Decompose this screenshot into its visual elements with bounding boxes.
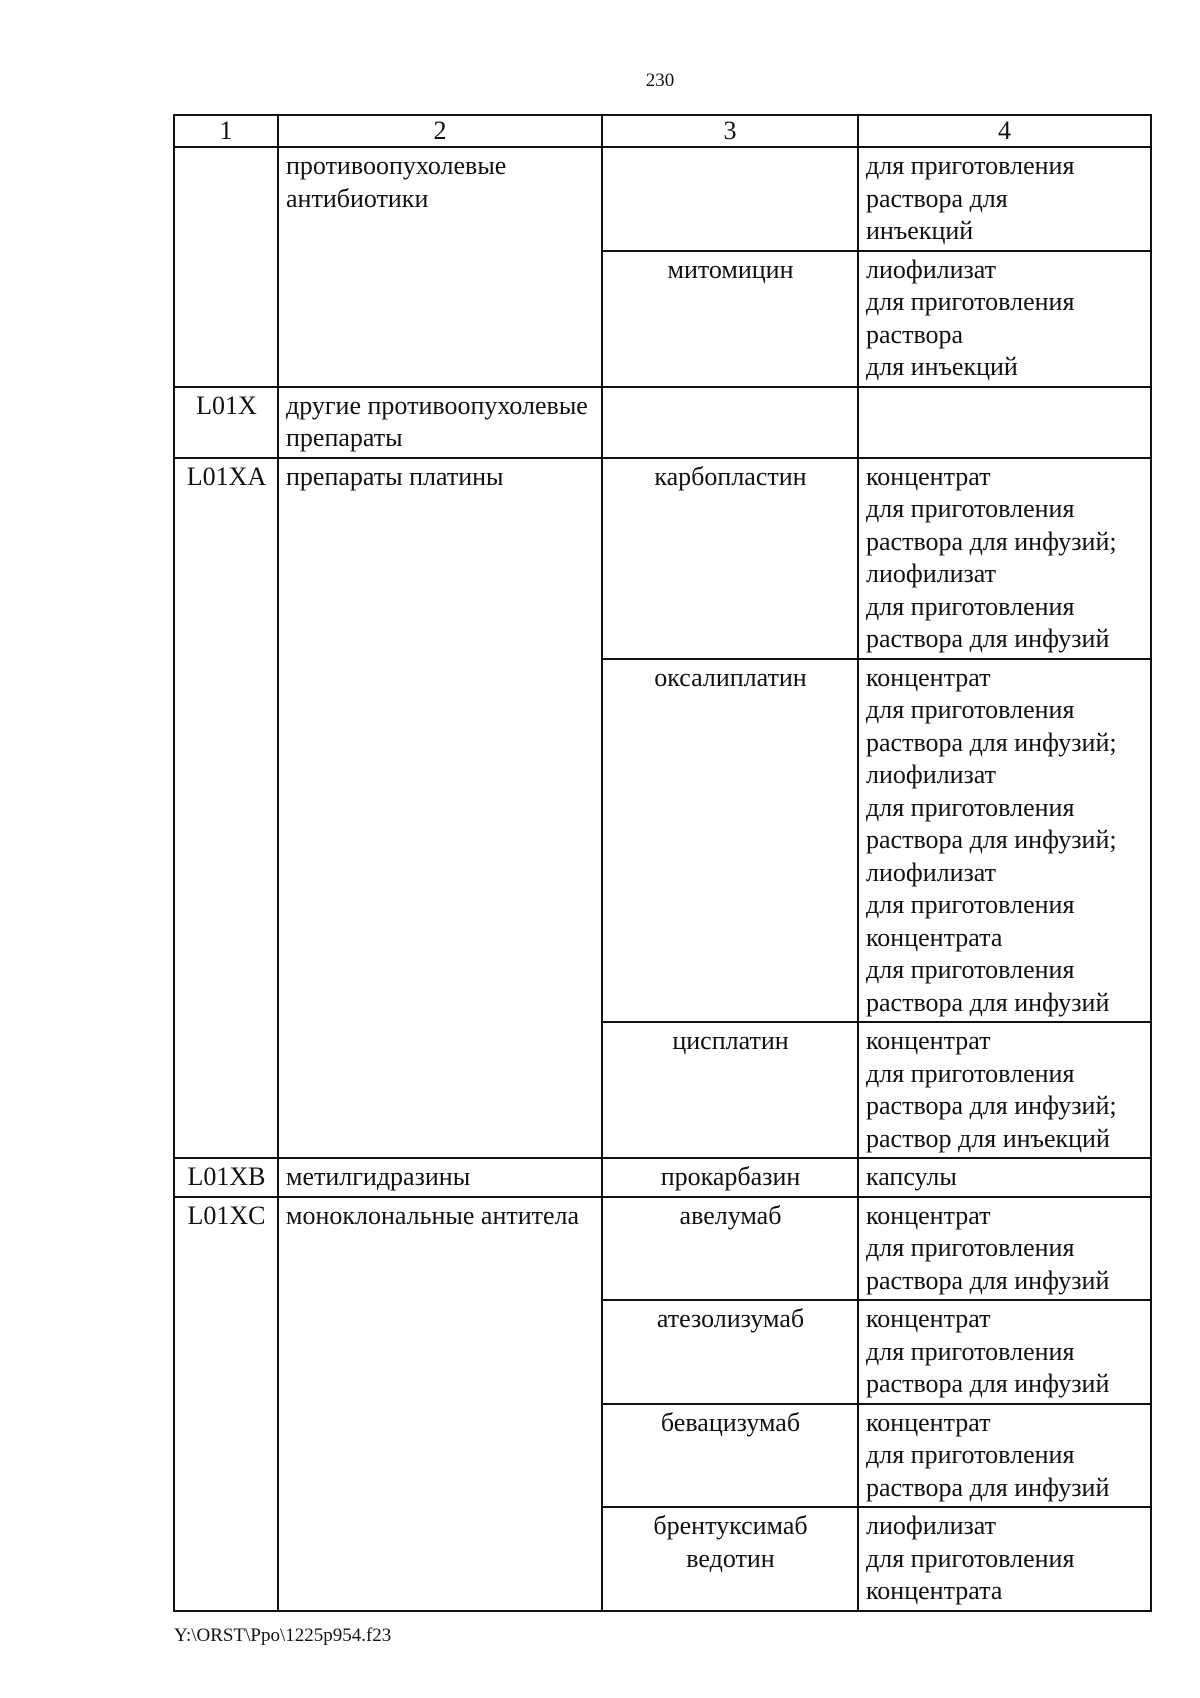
table-body [174,147,1151,1611]
drug-name-cell: карбопластин [602,458,858,659]
group-name-cell: противоопухолевые антибиотики [278,147,602,387]
dosage-form-cell [858,1022,1151,1158]
dosage-form-cell [858,387,1151,458]
table-row [174,1158,1151,1197]
dosage-form-line: раствора для инфузий; [866,825,1117,854]
dosage-form-line: инъекций [866,216,974,245]
dosage-form-line: для инъекций [866,352,1018,381]
group-name-cell: метилгидразины [278,1158,602,1197]
dosage-form-cell [858,1197,1151,1301]
dosage-form-line: раствора для инфузий; [866,727,1117,757]
dosage-form-line: концентрата [866,922,1003,952]
atc-code-cell: L01XC [174,1197,278,1611]
dosage-form-cell [858,1158,1151,1197]
drug-name-cell [602,147,858,251]
dosage-form-cell [858,1507,1151,1611]
drug-name-cell: атезолизумаб [602,1300,858,1404]
dosage-form-line: для приготовления [866,890,1075,919]
column-header: 3 [602,115,858,147]
table-row [174,458,1151,659]
drug-name-cell [602,387,858,458]
atc-code-cell: L01XA [174,458,278,1159]
dosage-form-line: раствора [866,319,964,349]
dosage-form-line: концентрата [866,1576,1003,1605]
dosage-form-line: для приготовления [866,1543,1075,1573]
dosage-form-line: концентрат [866,1200,991,1230]
file-path-footer: Y:\ORST\Ppo\1225p954.f23 [174,1625,392,1646]
dosage-form-line: для приготовления [866,955,1075,984]
table-row [174,387,1151,458]
column-header: 4 [858,115,1151,147]
dosage-form-line: концентрат [866,1304,991,1333]
drug-name-cell: оксалиплатин [602,659,858,1023]
header-row [174,115,1151,147]
dosage-form-line: концентрат [866,1026,991,1055]
dosage-form-line: раствор для инъекций [866,1123,1110,1153]
dosage-form-line: для приготовления [866,695,1075,724]
dosage-form-line: раствора для инфузий; [866,526,1117,556]
drug-name-cell: цисплатин [602,1022,858,1158]
dosage-form-cell [858,1300,1151,1404]
drug-table [173,114,1152,1612]
group-name-cell: препараты платины [278,458,602,1159]
dosage-form-line: раствора для инфузий [866,1369,1110,1398]
dosage-form-line: раствора для инфузий [866,987,1110,1017]
dosage-form-line: капсулы [866,1162,957,1191]
dosage-form-cell [858,251,1151,387]
dosage-form-line: раствора для инфузий [866,1472,1110,1502]
table-row [174,147,1151,251]
atc-code-cell [174,147,278,387]
page-number: 230 [645,70,675,91]
atc-code-cell: L01XB [174,1158,278,1197]
dosage-form-line: концентрат [866,1407,991,1437]
drug-name-cell: авелумаб [602,1197,858,1301]
dosage-form-line: раствора для инфузий [866,624,1110,653]
column-header: 2 [278,115,602,147]
dosage-form-line: лиофилизат [866,857,997,887]
dosage-form-line: для приготовления [866,1058,1075,1088]
group-name-cell: моноклональные антитела [278,1197,602,1611]
dosage-form-line: для приготовления [866,1233,1075,1262]
dosage-form-line: лиофилизат [866,559,997,588]
dosage-form-line: концентрат [866,461,991,491]
dosage-form-cell [858,458,1151,659]
dosage-form-line: лиофилизат [866,254,997,284]
dosage-form-line: лиофилизат [866,1511,997,1540]
dosage-form-line: раствора для [866,183,1008,213]
atc-code-cell: L01X [174,387,278,458]
drug-name-cell: митомицин [602,251,858,387]
dosage-form-line: для приготовления [866,1440,1075,1469]
dosage-form-line: для приготовления [866,591,1075,621]
dosage-form-cell [858,1404,1151,1508]
drug-name-cell: брентуксимаб ведотин [602,1507,858,1611]
dosage-form-cell [858,659,1151,1023]
dosage-form-line: раствора для инфузий [866,1265,1110,1295]
dosage-form-line: лиофилизат [866,760,997,789]
drug-name-cell: прокарбазин [602,1158,858,1197]
group-name-cell: другие противоопухолевые препараты [278,387,602,458]
drug-name-cell: бевацизумаб [602,1404,858,1508]
dosage-form-line: для приготовления [866,494,1075,523]
column-header: 1 [174,115,278,147]
dosage-form-line: раствора для инфузий; [866,1091,1117,1120]
dosage-form-line: концентрат [866,662,991,692]
dosage-form-line: для приготовления [866,1336,1075,1366]
table-row [174,1197,1151,1301]
dosage-form-line: для приготовления [866,287,1075,316]
dosage-form-cell [858,147,1151,251]
dosage-form-line: для приготовления [866,151,1075,180]
dosage-form-line: для приготовления [866,792,1075,822]
